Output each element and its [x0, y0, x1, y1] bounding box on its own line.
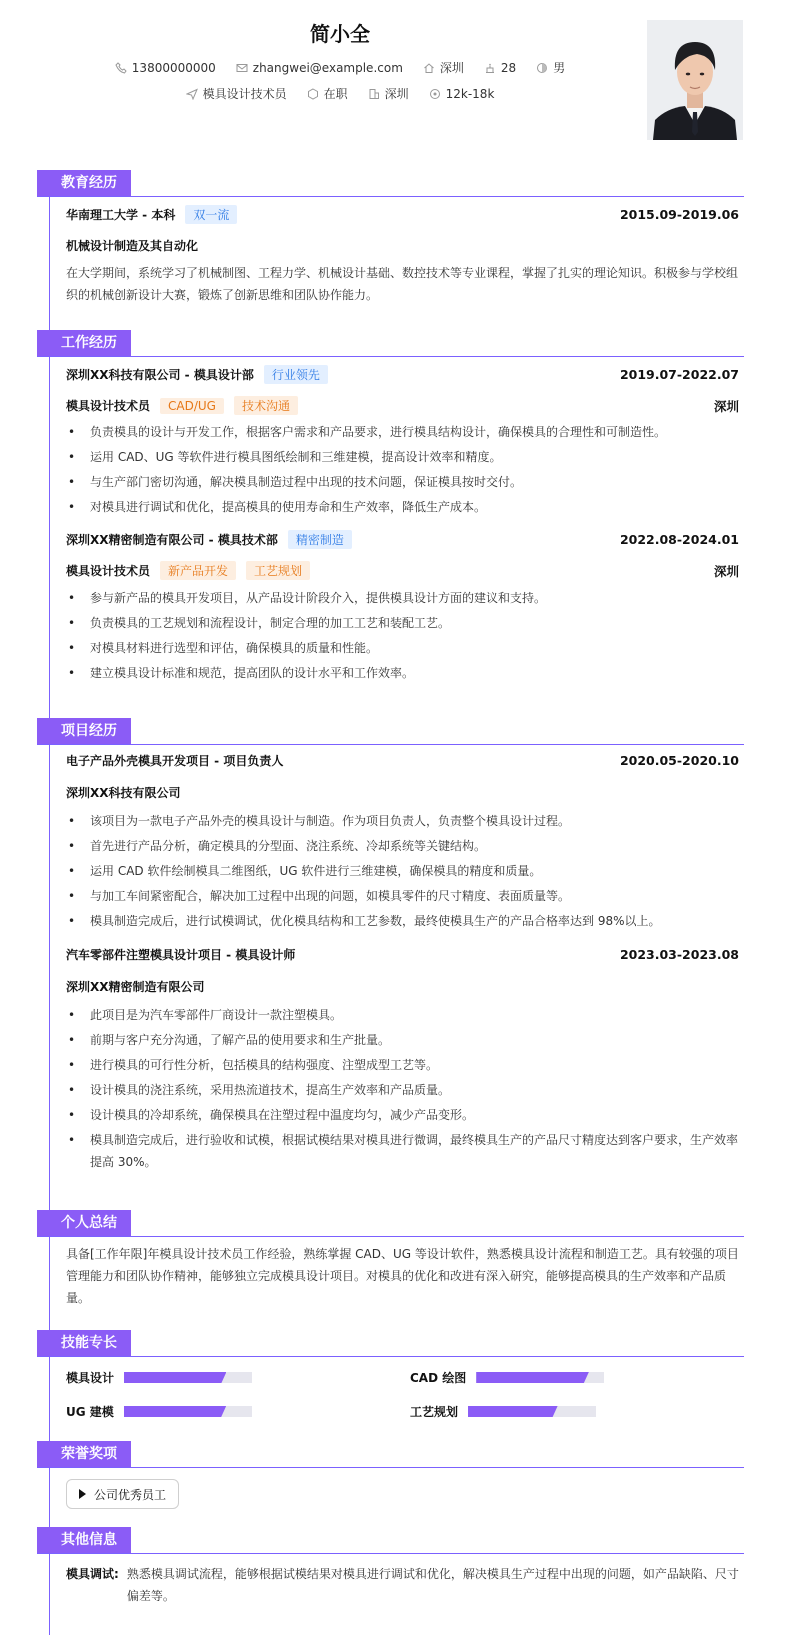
list-item: • 运用 CAD、UG 等软件进行模具图纸绘制和三维建模，提高设计效率和精度。	[66, 446, 739, 468]
city-text: 深圳	[439, 61, 464, 75]
education-major-row	[66, 237, 739, 254]
list-item: • 与生产部门密切沟通，解决模具制造过程中出现的技术问题，保证模具按时交付。	[66, 471, 739, 493]
section-divider	[37, 744, 744, 745]
gender-icon	[536, 62, 548, 74]
work-header	[66, 530, 739, 549]
work-city: 深圳	[713, 563, 739, 579]
section-title-summary: 个人总结	[37, 1210, 131, 1236]
work-role-row	[66, 396, 739, 415]
skill-name: 工艺规划	[410, 1405, 459, 1419]
section-divider	[37, 1356, 744, 1357]
contact-row-2	[0, 85, 680, 102]
mail-icon	[236, 62, 248, 74]
section-summary	[37, 1210, 744, 1236]
honor-badge	[66, 1479, 179, 1509]
salary-text: 12k-18k	[445, 86, 495, 101]
section-work	[37, 330, 744, 356]
work-skill-tag: 技术沟通	[234, 396, 298, 415]
contact-row-1	[0, 59, 680, 76]
work-company: 深圳XX精密制造有限公司 - 模具技术部	[66, 533, 278, 547]
section-projects	[37, 718, 744, 744]
skill-bar-fill	[124, 1406, 226, 1417]
project-date: 2020.05-2020.10	[619, 753, 739, 768]
list-item: • 首先进行产品分析，确定模具的分型面、浇注系统、冷却系统等关键结构。	[66, 835, 739, 857]
phone-icon	[115, 62, 127, 74]
work-date: 2019.07-2022.07	[619, 367, 739, 382]
project-date: 2023.03-2023.08	[619, 947, 739, 962]
status-text: 在职	[323, 87, 348, 101]
skill-name: CAD 绘图	[410, 1371, 467, 1385]
skill-bar	[124, 1406, 252, 1417]
skill-item	[66, 1403, 252, 1420]
work-skill-tag: 工艺规划	[246, 561, 310, 580]
cake-icon	[484, 62, 496, 74]
honor-text: 公司优秀员工	[94, 1487, 167, 1502]
project-company: 深圳XX精密制造有限公司	[66, 980, 205, 994]
section-other	[37, 1527, 744, 1553]
gender-text: 男	[553, 61, 566, 75]
salary-icon	[429, 88, 441, 100]
position-item	[186, 85, 287, 102]
project-header	[66, 946, 739, 963]
other-info-text: 熟悉模具调试流程，能够根据试模结果对模具进行调试和优化，解决模具生产过程中出现的问题，如产品缺陷、尺寸偏差等。	[126, 1567, 739, 1603]
project-company-row	[66, 978, 739, 995]
list-item: • 参与新产品的模具开发项目，从产品设计阶段介入，提供模具设计方面的建议和支持。	[66, 587, 739, 609]
section-divider	[37, 1467, 744, 1468]
city-item	[423, 59, 464, 76]
work-role: 模具设计技术员	[66, 399, 151, 413]
work-skill-tag: 新产品开发	[160, 561, 236, 580]
school-tag: 双一流	[185, 205, 237, 224]
avatar	[647, 20, 743, 140]
gender-item	[536, 59, 565, 76]
list-item: • 前期与客户充分沟通，了解产品的使用要求和生产批量。	[66, 1029, 739, 1051]
play-icon	[79, 1489, 86, 1499]
work-company: 深圳XX科技有限公司 - 模具设计部	[66, 368, 254, 382]
other-info-row	[66, 1563, 739, 1607]
work-role: 模具设计技术员	[66, 564, 151, 578]
section-title-skills: 技能专长	[37, 1330, 131, 1356]
status-item	[307, 85, 348, 102]
salary-item	[429, 87, 495, 101]
section-honors	[37, 1441, 744, 1467]
list-item: • 设计模具的浇注系统，采用热流道技术，提高生产效率和产品质量。	[66, 1079, 739, 1101]
skill-name: 模具设计	[66, 1371, 115, 1385]
list-item: • 与加工车间紧密配合，解决加工过程中出现的问题，如模具零件的尺寸精度、表面质量等。	[66, 885, 739, 907]
section-skills	[37, 1330, 744, 1356]
age-item	[484, 61, 516, 75]
position-text: 模具设计技术员	[202, 87, 287, 101]
section-title-projects: 项目经历	[37, 718, 131, 744]
school-name: 华南理工大学 - 本科	[66, 208, 176, 222]
project-header	[66, 752, 739, 769]
status-icon	[307, 88, 319, 100]
list-item: • 负责模具的设计与开发工作，根据客户需求和产品要求，进行模具结构设计，确保模具的合理性和可制造性。	[66, 421, 739, 443]
skill-bar	[124, 1372, 252, 1383]
skill-item	[66, 1369, 252, 1386]
list-item: • 对模具材料进行选型和评估，确保模具的质量和性能。	[66, 637, 739, 659]
work-date: 2022.08-2024.01	[619, 532, 739, 547]
list-item: • 对模具进行调试和优化，提高模具的使用寿命和生产效率，降低生产成本。	[66, 496, 739, 518]
skill-bar-fill	[468, 1406, 558, 1417]
phone-text: 13800000000	[131, 60, 216, 75]
project-company-row	[66, 784, 739, 801]
list-item: • 建立模具设计标准和规范，提高团队的设计水平和工作效率。	[66, 662, 739, 684]
project-title: 电子产品外壳模具开发项目 - 项目负责人	[66, 754, 284, 768]
list-item: • 模具制造完成后，进行试模调试，优化模具结构和工艺参数，最终使模具生产的产品合格率达到 98%以上。	[66, 910, 739, 932]
skill-item	[410, 1369, 604, 1386]
summary-text: 具备[工作年限]年模具设计技术员工作经验，熟练掌握 CAD、UG 等设计软件，熟悉模具设计流程和制造工艺。具有较强的项目管理能力和团队协作精神，能够独立完成模具设计项目。对模具的优化和改进有深入研究，能够提高模具的生产效率和产品质量。	[66, 1247, 739, 1305]
home-icon	[423, 62, 435, 74]
section-divider	[37, 1236, 744, 1237]
skill-bar-fill	[124, 1372, 226, 1383]
section-title-honors: 荣誉奖项	[37, 1441, 131, 1467]
list-item: • 负责模具的工艺规划和流程设计，制定合理的加工工艺和装配工艺。	[66, 612, 739, 634]
work-city: 深圳	[713, 398, 739, 414]
age-text: 28	[500, 60, 517, 75]
section-title-education: 教育经历	[37, 170, 131, 196]
email-text: zhangwei@example.com	[252, 60, 403, 75]
phone-item	[115, 61, 216, 75]
section-divider	[37, 1553, 744, 1554]
section-education	[37, 170, 744, 196]
skill-bar	[476, 1372, 604, 1383]
section-title-other: 其他信息	[37, 1527, 131, 1553]
send-icon	[186, 88, 198, 100]
list-item: • 设计模具的冷却系统，确保模具在注塑过程中温度均匀，减少产品变形。	[66, 1104, 739, 1126]
work-role-row	[66, 561, 739, 580]
section-title-work: 工作经历	[37, 330, 131, 356]
work-skill-tag: CAD/UG	[160, 398, 224, 414]
list-item: • 进行模具的可行性分析，包括模具的结构强度、注塑成型工艺等。	[66, 1054, 739, 1076]
section-divider	[37, 196, 744, 197]
project-title: 汽车零部件注塑模具设计项目 - 模具设计师	[66, 948, 296, 962]
email-item	[236, 61, 403, 75]
skill-bar	[468, 1406, 596, 1417]
work-header	[66, 365, 739, 384]
work-company-tag: 精密制造	[288, 530, 352, 549]
list-item: • 模具制造完成后，进行验收和试模，根据试模结果对模具进行微调，最终模具生产的产品尺寸精度达到客户要求，生产效率提高 30%。	[66, 1129, 739, 1173]
skill-bar-fill	[476, 1372, 589, 1383]
education-desc: 在大学期间，系统学习了机械制图、工程力学、机械设计基础、数控技术等专业课程，掌握了扎实的理论知识。积极参与学校组织的机械创新设计大赛，锻炼了创新思维和团队协作能力。	[66, 266, 739, 302]
major-name: 机械设计制造及其自动化	[66, 239, 199, 253]
work-company-tag: 行业领先	[264, 365, 328, 384]
target-city-text: 深圳	[384, 87, 409, 101]
education-date: 2015.09-2019.06	[619, 207, 739, 222]
list-item: • 该项目为一款电子产品外壳的模具设计与制造。作为项目负责人，负责整个模具设计过程。	[66, 810, 739, 832]
avatar-portrait	[647, 20, 743, 140]
list-item: • 此项目是为汽车零部件厂商设计一款注塑模具。	[66, 1004, 739, 1026]
skill-item	[410, 1403, 596, 1420]
candidate-name: 简小全	[310, 22, 370, 46]
skill-name: UG 建模	[66, 1405, 114, 1419]
project-company: 深圳XX科技有限公司	[66, 786, 181, 800]
other-info-label: 模具调试:	[66, 1567, 119, 1581]
target-city-item	[368, 85, 409, 102]
section-divider	[37, 356, 744, 357]
building-icon	[368, 88, 380, 100]
education-header	[66, 205, 739, 224]
timeline-line	[49, 172, 50, 1635]
list-item: • 运用 CAD 软件绘制模具二维图纸，UG 软件进行三维建模，确保模具的精度和质量。	[66, 860, 739, 882]
